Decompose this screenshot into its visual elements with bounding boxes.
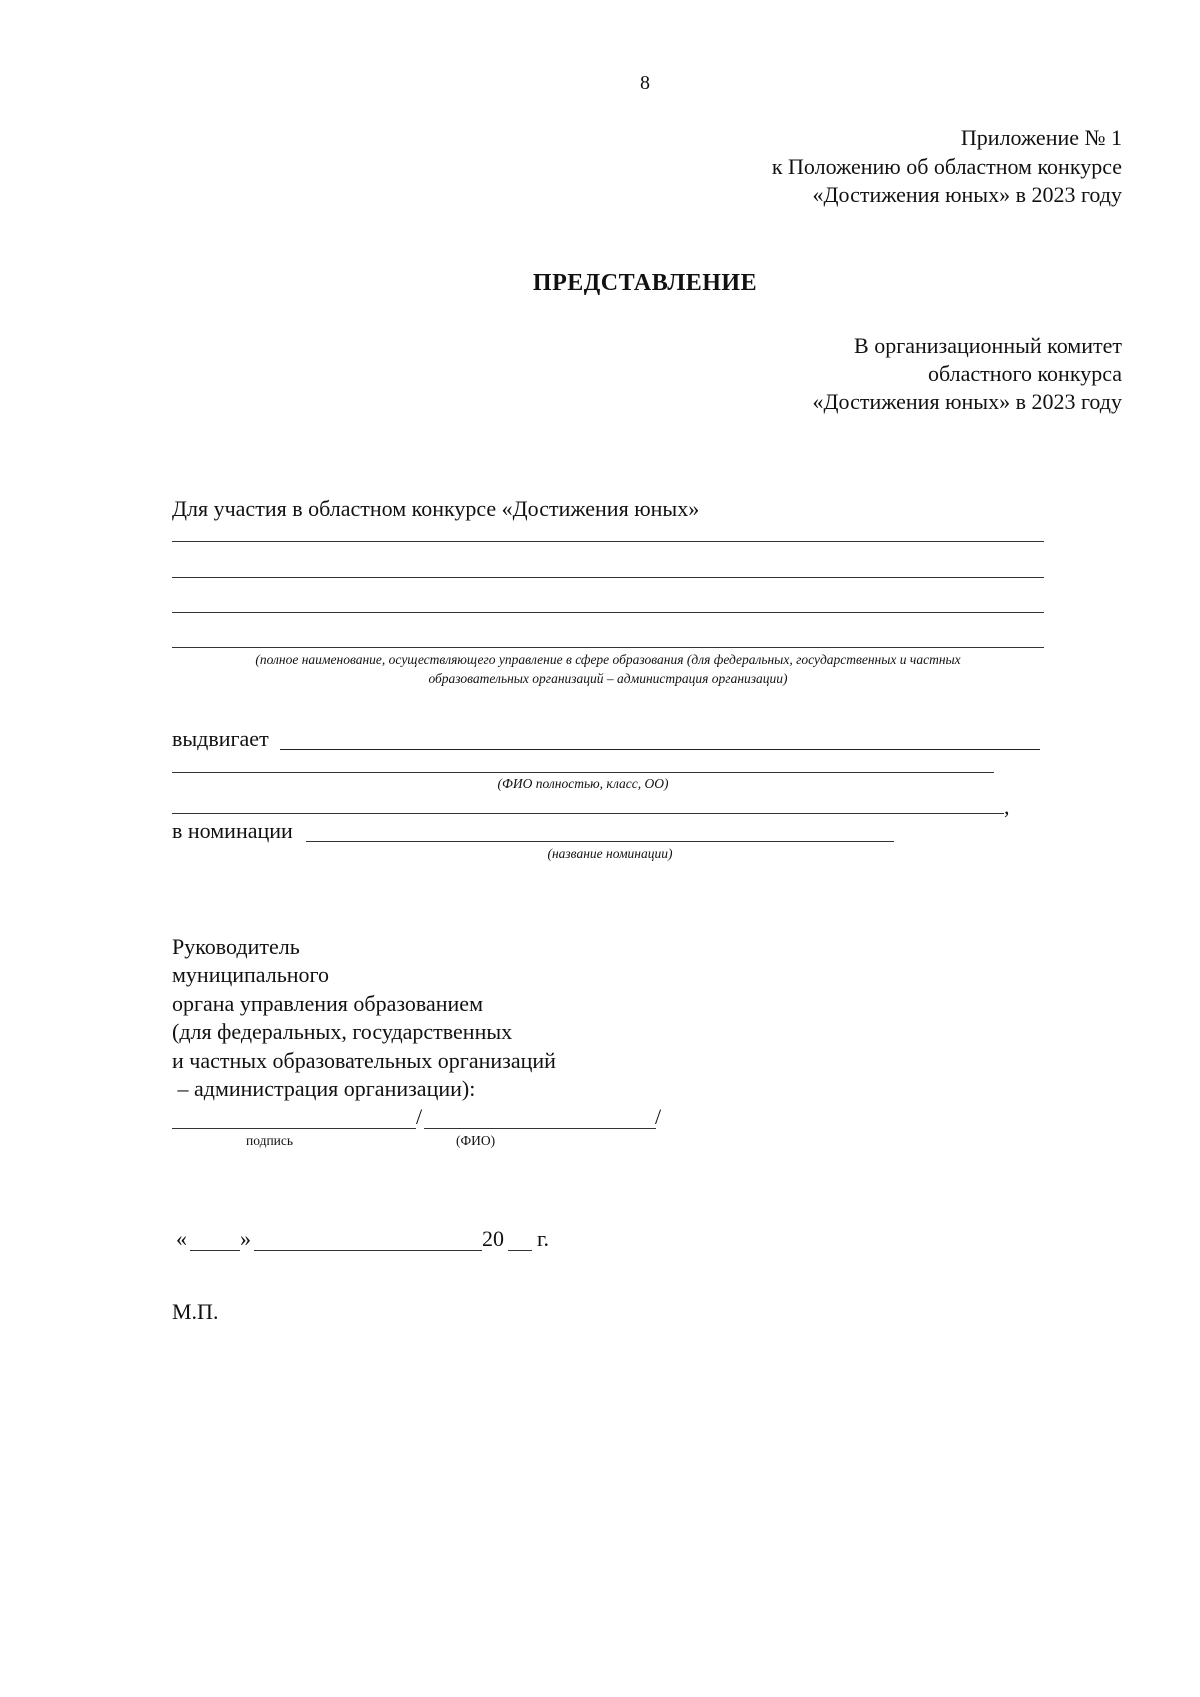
head-block-line-3: органа управления образованием	[172, 991, 483, 1016]
nominee-caption: (ФИО полностью, класс, ОО)	[497, 776, 669, 791]
appendix-line-1: Приложение № 1	[960, 125, 1122, 150]
date-year-prefix: 20	[482, 1226, 504, 1251]
date-year-blank[interactable]	[508, 1250, 532, 1251]
nomination-caption: (название номинации)	[547, 846, 673, 861]
date-open-quote: «	[176, 1226, 187, 1251]
signature-caption: подпись	[246, 1133, 294, 1148]
signature-slash-1: /	[416, 1104, 423, 1129]
head-block-line-4: (для федеральных, государственных	[172, 1019, 513, 1044]
head-block-line-5: и частных образовательных организаций	[172, 1048, 556, 1073]
nominates-label: выдвигает	[172, 726, 269, 751]
signature-slash-2: /	[655, 1104, 662, 1129]
stamp-place: М.П.	[172, 1299, 219, 1324]
nominee-blank-line-3[interactable]	[172, 813, 1004, 814]
nominee-comma: ,	[1004, 794, 1010, 819]
org-blank-line-3[interactable]	[172, 612, 1044, 613]
nomination-blank-line[interactable]	[306, 841, 894, 842]
date-day-blank[interactable]	[190, 1250, 240, 1251]
nomination-label: в номинации	[172, 818, 293, 843]
fio-caption: (ФИО)	[456, 1133, 496, 1148]
appendix-line-3: «Достижения юных» в 2023 году	[812, 182, 1122, 207]
addressee-line-2: областного конкурса	[927, 361, 1122, 386]
org-caption-line-2: образовательных организаций – администрация организации)	[428, 671, 788, 686]
org-blank-line-2[interactable]	[172, 577, 1044, 578]
addressee-line-1: В организационный комитет	[854, 333, 1122, 358]
org-blank-line-1[interactable]	[172, 541, 1044, 542]
fio-blank-line[interactable]	[424, 1128, 656, 1129]
appendix-line-2: к Положению об областном конкурсе	[771, 154, 1122, 179]
head-block-line-6: – администрация организации):	[172, 1076, 476, 1101]
org-blank-line-4[interactable]	[172, 647, 1044, 648]
date-month-blank[interactable]	[254, 1250, 482, 1251]
nominee-blank-line-2[interactable]	[172, 772, 994, 773]
page-title: ПРЕДСТАВЛЕНИЕ	[532, 270, 758, 296]
addressee-line-3: «Достижения юных» в 2023 году	[812, 389, 1122, 414]
intro-text: Для участия в областном конкурсе «Достижения юных»	[172, 496, 700, 521]
nominee-blank-line-1[interactable]	[280, 749, 1040, 750]
head-block-line-2: муниципального	[172, 962, 330, 987]
org-caption-line-1: (полное наименование, осуществляющего управление в сфере образования (для федеральных, государственных и частных	[255, 652, 961, 667]
date-year-suffix: г.	[537, 1226, 550, 1251]
page-number: 8	[640, 72, 650, 94]
signature-blank-line[interactable]	[172, 1128, 416, 1129]
date-close-quote: »	[240, 1226, 251, 1251]
head-block-line-1: Руководитель	[172, 934, 300, 959]
